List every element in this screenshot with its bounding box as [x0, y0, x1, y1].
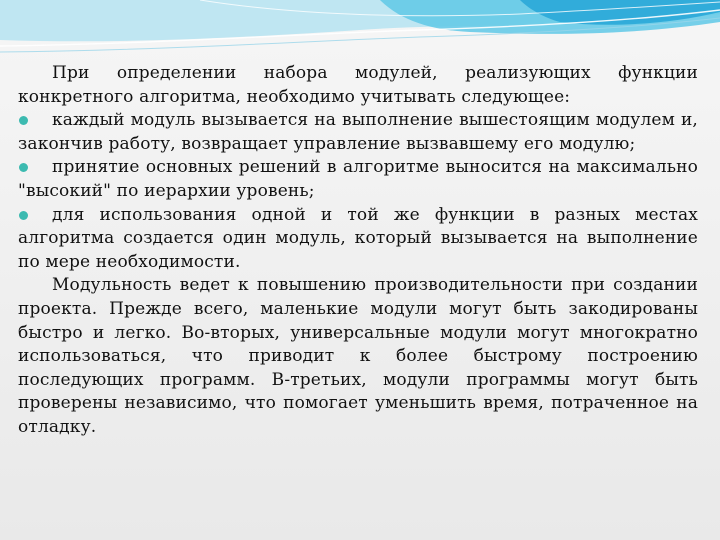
- bullet-icon: [19, 163, 28, 172]
- bullet-item-3: [18, 204, 698, 275]
- bullet-text: для использования одной и той же функции в разных местах алгоритма создается один модуль, который вызывается на выполнение по мере необходимости.: [18, 204, 698, 272]
- header-wave-decoration: [0, 0, 720, 62]
- bullet-icon: [19, 116, 28, 125]
- bullet-text: принятие основных решений в алгоритме выносится на максимально "высокий" по иерархии уровень;: [18, 157, 698, 201]
- intro-paragraph: При определении набора модулей, реализующих функции конкретного алгоритма, необходимо учитывать следующее:: [18, 63, 698, 107]
- conclusion-paragraph: Модульность ведет к повышению производительности при создании проекта. Прежде всего, маленькие модули могут быть закодированы быстро и легко. Во-вторых, универсальные модули могут многократно использоваться, что приводит к более быстрому построению последующих программ. В-третьих, модули программы могут быть проверены независимо, что помогает уменьшить время, потраченное на отладку.: [18, 275, 698, 437]
- bullet-text: каждый модуль вызывается на выполнение вышестоящим модулем и, закончив работу, возвращает управление вызвавшему его модулю;: [18, 110, 698, 154]
- bullet-item-1: [18, 109, 698, 156]
- slide-content: [18, 62, 698, 440]
- bullet-item-2: [18, 156, 698, 203]
- bullet-icon: [19, 211, 28, 220]
